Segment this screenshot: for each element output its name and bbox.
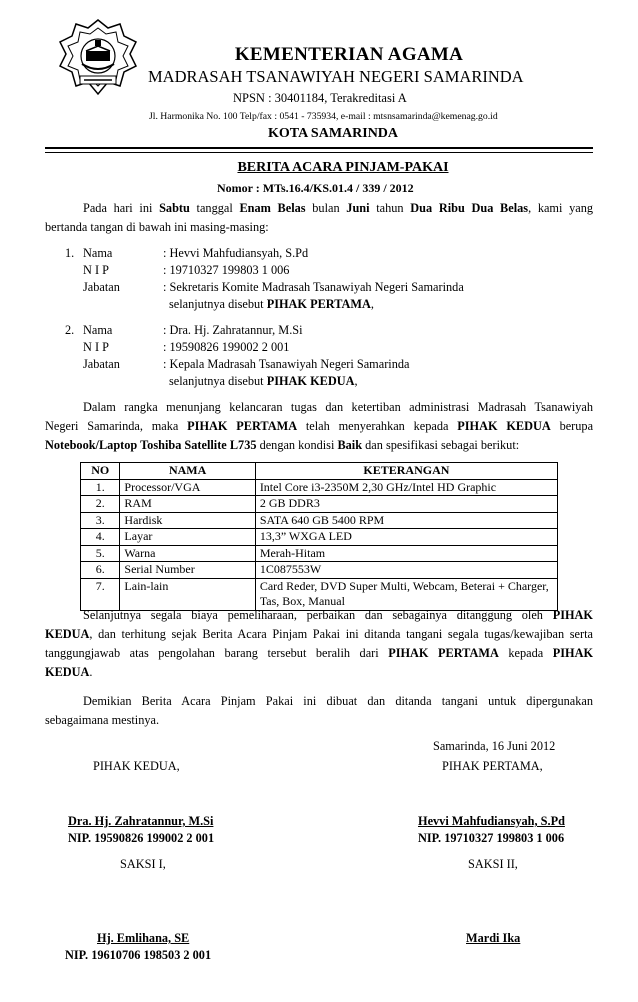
cell-keterangan: 2 GB DDR3 xyxy=(255,496,557,513)
cell-nama: Processor/VGA xyxy=(120,479,255,496)
cell-no: 4. xyxy=(81,529,120,546)
para2-line-3: Notebook/Laptop Toshiba Satellite L735 dengan kondisi Baik dan spesifikasi sebagai berikut: xyxy=(45,438,520,452)
para3-line-4: KEDUA. xyxy=(45,665,93,679)
cell-nama: Serial Number xyxy=(120,562,255,579)
document-title: BERITA ACARA PINJAM-PAKAI xyxy=(237,160,449,175)
party-2-label-nip: N I P xyxy=(83,340,109,354)
left-role: PIHAK KEDUA, xyxy=(93,759,180,773)
party-1-nama: : Hevvi Mahfudiansyah, S.Pd xyxy=(163,246,309,260)
cell-no: 6. xyxy=(81,562,120,579)
city-name: KOTA SAMARINDA xyxy=(268,126,399,141)
party-1-label-jabatan: Jabatan xyxy=(83,280,120,294)
cell-nama: Lain-lain xyxy=(120,578,255,610)
table-row xyxy=(81,496,558,513)
party-2-alias: selanjutnya disebut PIHAK KEDUA, xyxy=(169,374,358,388)
cell-nama: RAM xyxy=(120,496,255,513)
party-2-jabatan: : Kepala Madrasah Tsanawiyah Negeri Samarinda xyxy=(163,357,410,371)
cell-keterangan: Intel Core i3-2350M 2,30 GHz/Intel HD Graphic xyxy=(255,479,557,496)
party-1-label-nama: Nama xyxy=(83,246,113,260)
spec-table xyxy=(80,462,558,611)
document-number: Nomor : MTs.16.4/KS.01.4 / 339 / 2012 xyxy=(217,181,414,195)
cell-nama: Warna xyxy=(120,545,255,562)
table-row xyxy=(81,479,558,496)
cell-keterangan: 1C087553W xyxy=(255,562,557,579)
para3-line-1: Selanjutnya segala biaya pemeliharaan, perbaikan dan sebagainya ditanggung oleh PIHAK xyxy=(83,608,593,622)
cell-no: 7. xyxy=(81,578,120,610)
place-date: Samarinda, 16 Juni 2012 xyxy=(433,739,556,753)
para2-line-1: Dalam rangka menunjang kelancaran tugas dan ketertiban administrasi Madrasah Tsanawiyah xyxy=(83,400,593,414)
table-header-row xyxy=(81,463,558,480)
header-keterangan: KETERANGAN xyxy=(255,463,557,480)
party-2-nama: : Dra. Hj. Zahratannur, M.Si xyxy=(163,323,303,337)
cell-keterangan: Card Reder, DVD Super Multi, Webcam, Beterai + Charger, Tas, Box, Manual xyxy=(255,578,557,610)
opening-line-1: Pada hari ini Sabtu tanggal Enam Belas bulan Juni tahun Dua Ribu Dua Belas, kami yang xyxy=(83,201,594,215)
left-signatory-name: Dra. Hj. Zahratannur, M.Si xyxy=(68,814,214,828)
table-row xyxy=(81,562,558,579)
party-1-jabatan: : Sekretaris Komite Madrasah Tsanawiyah Negeri Samarinda xyxy=(163,280,464,294)
opening-line-2: bertanda tangan di bawah ini masing-masing: xyxy=(45,220,269,234)
right-signatory-nip: NIP. 19710327 199803 1 006 xyxy=(418,831,565,845)
header-rule-thin xyxy=(45,152,593,153)
right-signatory-name: Hevvi Mahfudiansyah, S.Pd xyxy=(418,814,565,828)
cell-nama: Layar xyxy=(120,529,255,546)
witness-1-role: SAKSI I, xyxy=(120,857,166,871)
para4-line-1: Demikian Berita Acara Pinjam Pakai ini dibuat dan ditanda tangani untuk dipergunakan xyxy=(83,694,593,708)
party-2-nip: : 19590826 199002 2 001 xyxy=(163,340,290,354)
ministry-name: KEMENTERIAN AGAMA xyxy=(234,44,464,65)
para3-line-2: KEDUA, dan terhitung sejak Berita Acara Pinjam Pakai ini ditanda tangani segala tugas/kewajiban serta xyxy=(45,627,593,641)
witness-1-nip: NIP. 19610706 198503 2 001 xyxy=(65,948,212,962)
cell-keterangan: Merah-Hitam xyxy=(255,545,557,562)
witness-2-name: Mardi Ika xyxy=(466,931,521,945)
cell-no: 5. xyxy=(81,545,120,562)
party-2-label-jabatan: Jabatan xyxy=(83,357,120,371)
party-1-number: 1. xyxy=(65,246,75,260)
header-nama: NAMA xyxy=(120,463,255,480)
table-row xyxy=(81,529,558,546)
cell-no: 2. xyxy=(81,496,120,513)
school-name: MADRASAH TSANAWIYAH NEGERI SAMARINDA xyxy=(148,67,524,86)
para3-line-3: tanggungjawab atas pengolahan barang tersebut beralih dari PIHAK PERTAMA kepada PIHAK xyxy=(45,646,594,660)
cell-keterangan: 13,3” WXGA LED xyxy=(255,529,557,546)
para4-line-2: sebagaimana mestinya. xyxy=(45,713,160,727)
cell-keterangan: SATA 640 GB 5400 RPM xyxy=(255,512,557,529)
header-no: NO xyxy=(81,463,120,480)
table-row xyxy=(81,545,558,562)
party-2-label-nama: Nama xyxy=(83,323,113,337)
left-signatory-nip: NIP. 19590826 199002 2 001 xyxy=(68,831,215,845)
party-1-nip: : 19710327 199803 1 006 xyxy=(163,263,290,277)
npsn-accreditation: NPSN : 30401184, Terakreditasi A xyxy=(233,91,407,105)
witness-1-name: Hj. Emlihana, SE xyxy=(97,931,190,945)
cell-no: 3. xyxy=(81,512,120,529)
right-role: PIHAK PERTAMA, xyxy=(442,759,543,773)
school-address: Jl. Harmonika No. 100 Telp/fax : 0541 - 735934, e-mail : mtsnsamarinda@kemenag.go.id xyxy=(149,111,498,122)
cell-no: 1. xyxy=(81,479,120,496)
para2-line-2: Negeri Samarinda, maka PIHAK PERTAMA telah menyerahkan kepada PIHAK KEDUA berupa xyxy=(45,419,594,433)
party-1-alias: selanjutnya disebut PIHAK PERTAMA, xyxy=(169,297,374,311)
header-rule-thick xyxy=(45,147,593,149)
party-1-label-nip: N I P xyxy=(83,263,109,277)
witness-2-role: SAKSI II, xyxy=(468,857,518,871)
party-2-number: 2. xyxy=(65,323,75,337)
table-row xyxy=(81,512,558,529)
cell-nama: Hardisk xyxy=(120,512,255,529)
